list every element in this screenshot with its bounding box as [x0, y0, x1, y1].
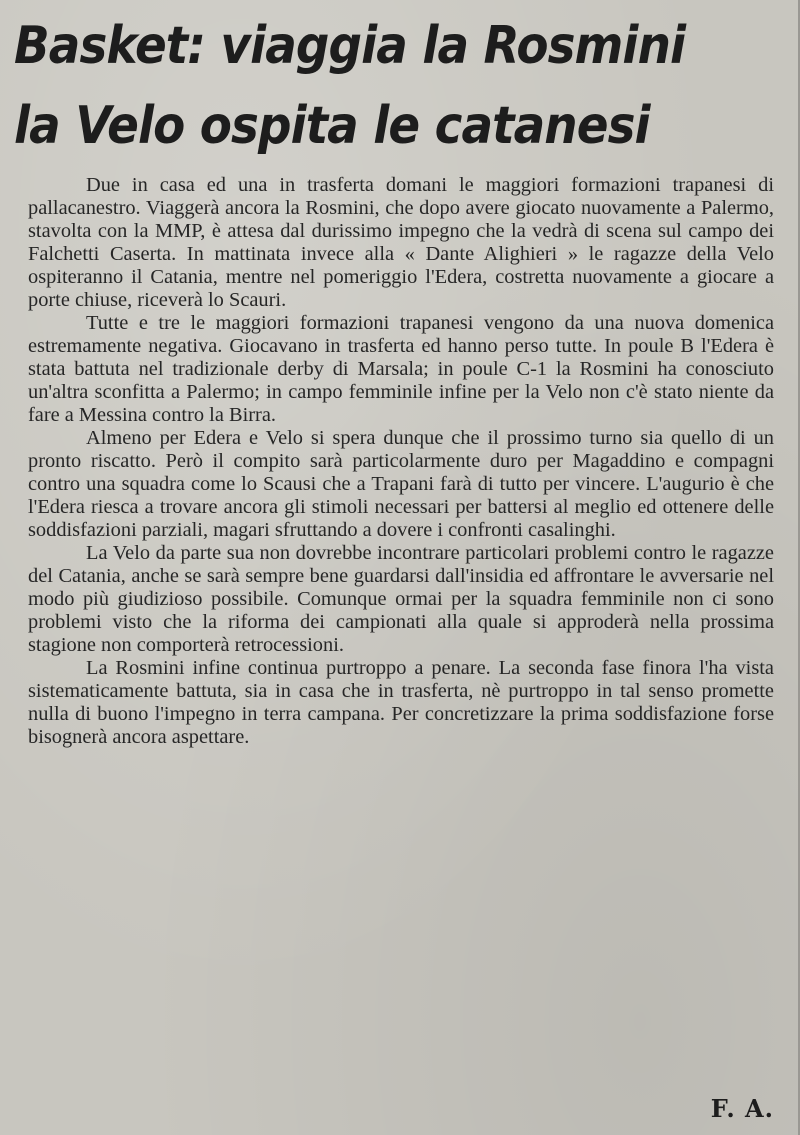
article-paragraph-4: La Velo da parte sua non dovrebbe incontrare particolari problemi contro le ragazze del Catania, anche se sarà sempre bene guardarsi dall'insidia ed affrontare le avversarie nel modo più giudizioso possibile. Comunque ormai per la squadra femminile non ci sono problemi visto che la riforma dei campionati alla quale si approderà nella prossima stagione non comporterà retrocessioni.	[28, 542, 774, 656]
article-paragraph-1: Due in casa ed una in trasferta domani le maggiori formazioni trapanesi di pallacanestro. Viaggerà ancora la Rosmini, che dopo avere giocato nuovamente a Palermo, stavolta con la MMP, è attesa dal durissimo impegno che la vedrà di scena sul campo dei Falchetti Caserta. In mattinata invece alla « Dante Alighieri » le ragazze della Velo ospiteranno il Catania, mentre nel pomeriggio l'Edera, costretta nuovamente a giocare a porte chiuse, riceverà lo Scauri.	[28, 174, 774, 311]
article-paragraph-2: Tutte e tre le maggiori formazioni trapanesi vengono da una nuova domenica estremamente negativa. Giocavano in trasferta ed hanno perso tutte. In poule B l'Edera è stata battuta nel tradizionale derby di Marsala; in poule C-1 la Rosmini ha conosciuto un'altra sconfitta a Palermo; in campo femminile infine per la Velo non c'è stato niente da fare a Messina contro la Birra.	[28, 312, 774, 426]
article-paragraph-5: La Rosmini infine continua purtroppo a penare. La seconda fase finora l'ha vista sistematicamente battuta, sia in casa che in trasferta, nè purtroppo in tal senso promette nulla di buono l'impegno in terra campana. Per concretizzare la prima soddisfazione forse bisognerà ancora aspettare.	[28, 657, 774, 748]
headline-line-1: Basket: viaggia la Rosmini	[14, 16, 686, 76]
article-body	[28, 174, 774, 749]
article-paragraph-3: Almeno per Edera e Velo si spera dunque che il prossimo turno sia quello di un pronto riscatto. Però il compito sarà particolarmente duro per Magaddino e compagni contro una squadra come lo Scausi che a Trapani farà di tutto per vincere. L'augurio è che l'Edera riesca a trovare ancora gli stimoli necessari per battersi al meglio ed ottenere delle soddisfazioni parziali, magari sfruttando a dovere i confronti casalinghi.	[28, 427, 774, 541]
author-signature: F. A.	[710, 1094, 774, 1123]
headline-line-2: la Velo ospita le catanesi	[14, 96, 650, 156]
